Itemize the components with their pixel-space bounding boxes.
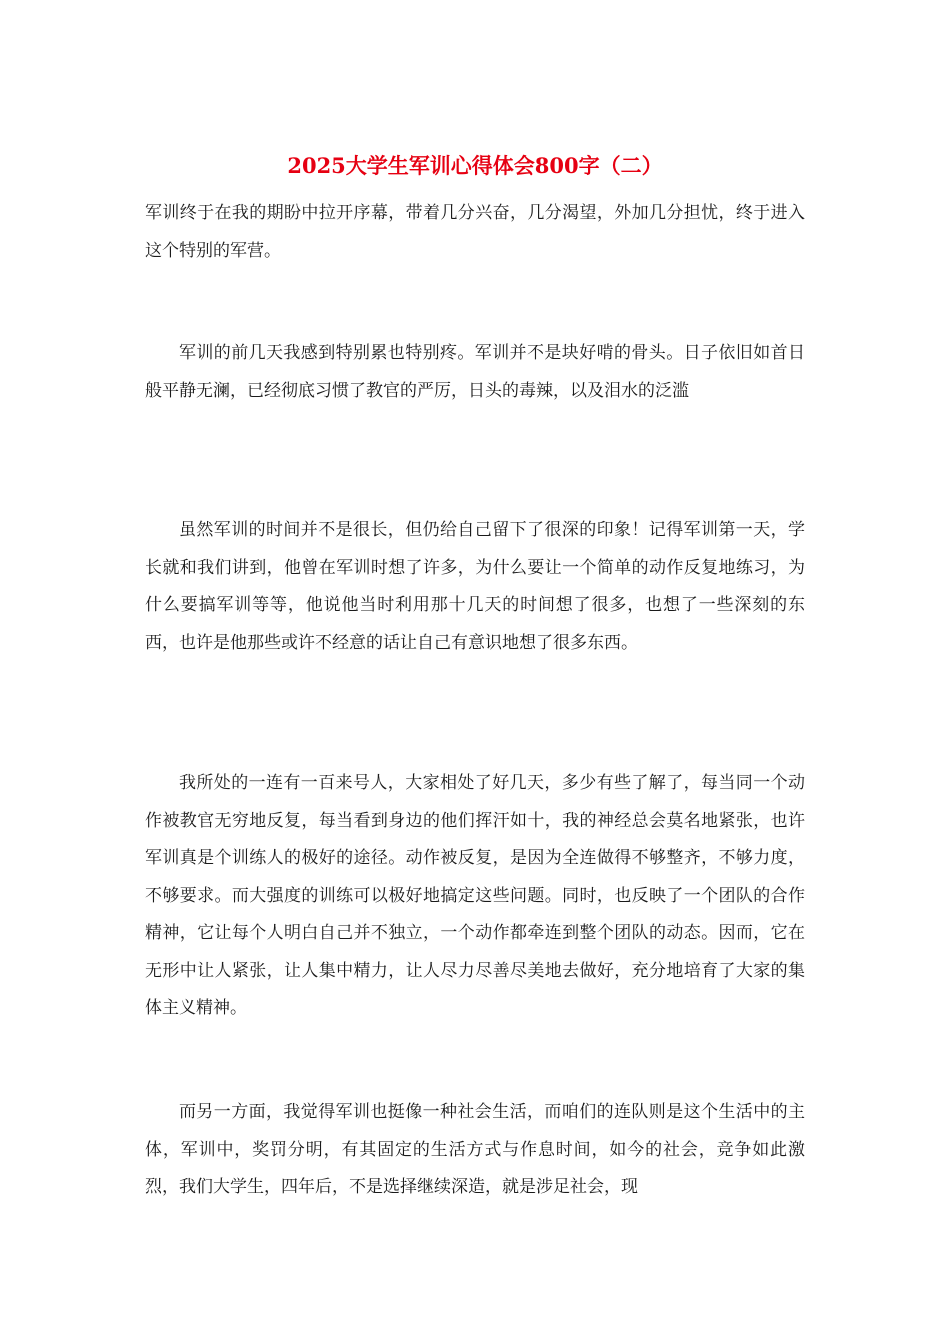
paragraph-impression: 虽然军训的时间并不是很长，但仍给自己留下了很深的印象！记得军训第一天，学长就和我们讲到，他曾在军训时想了许多，为什么要让一个简单的动作反复地练习，为什么要搞军训等等，他说他当时利用那十几天的时间想了很多，也想了一些深刻的东西，也许是他那些或许不经意的话让自己有意识地想了很多东西。: [145, 520, 805, 653]
paragraph-intro: 军训终于在我的期盼中拉开序幕，带着几分兴奋，几分渴望，外加几分担忧，终于进入这个特别的军营。: [145, 203, 805, 261]
paragraph-teamwork: 我所处的一连有一百来号人，大家相处了好几天，多少有些了解了，每当同一个动作被教官无穷地反复，每当看到身边的他们挥汗如十，我的神经总会莫名地紧张，也许军训真是个训练人的极好的途径。动作被反复，是因为全连做得不够整齐，不够力度，不够要求。而大强度的训练可以极好地搞定这些问题。同时，也反映了一个团队的合作精神，它让每个人明白自己并不独立，一个动作都牵连到整个团队的动态。因而，它在无形中让人紧张，让人集中精力，让人尽力尽善尽美地去做好，充分地培育了大家的集体主义精神。: [145, 773, 805, 1018]
document-title: 2025大学生军训心得体会800字（二）: [287, 153, 663, 178]
paragraph-society: 而另一方面，我觉得军训也挺像一种社会生活，而咱们的连队则是这个生活中的主体，军训中，奖罚分明，有其固定的生活方式与作息时间，如今的社会，竞争如此激烈，我们大学生，四年后，不是选择继续深造，就是涉足社会，现: [145, 1102, 805, 1197]
paragraph-first-days: 军训的前几天我感到特别累也特别疼。军训并不是块好啃的骨头。日子依旧如首日般平静无澜，已经彻底习惯了教官的严厉，日头的毒辣，以及泪水的泛滥: [145, 343, 805, 401]
